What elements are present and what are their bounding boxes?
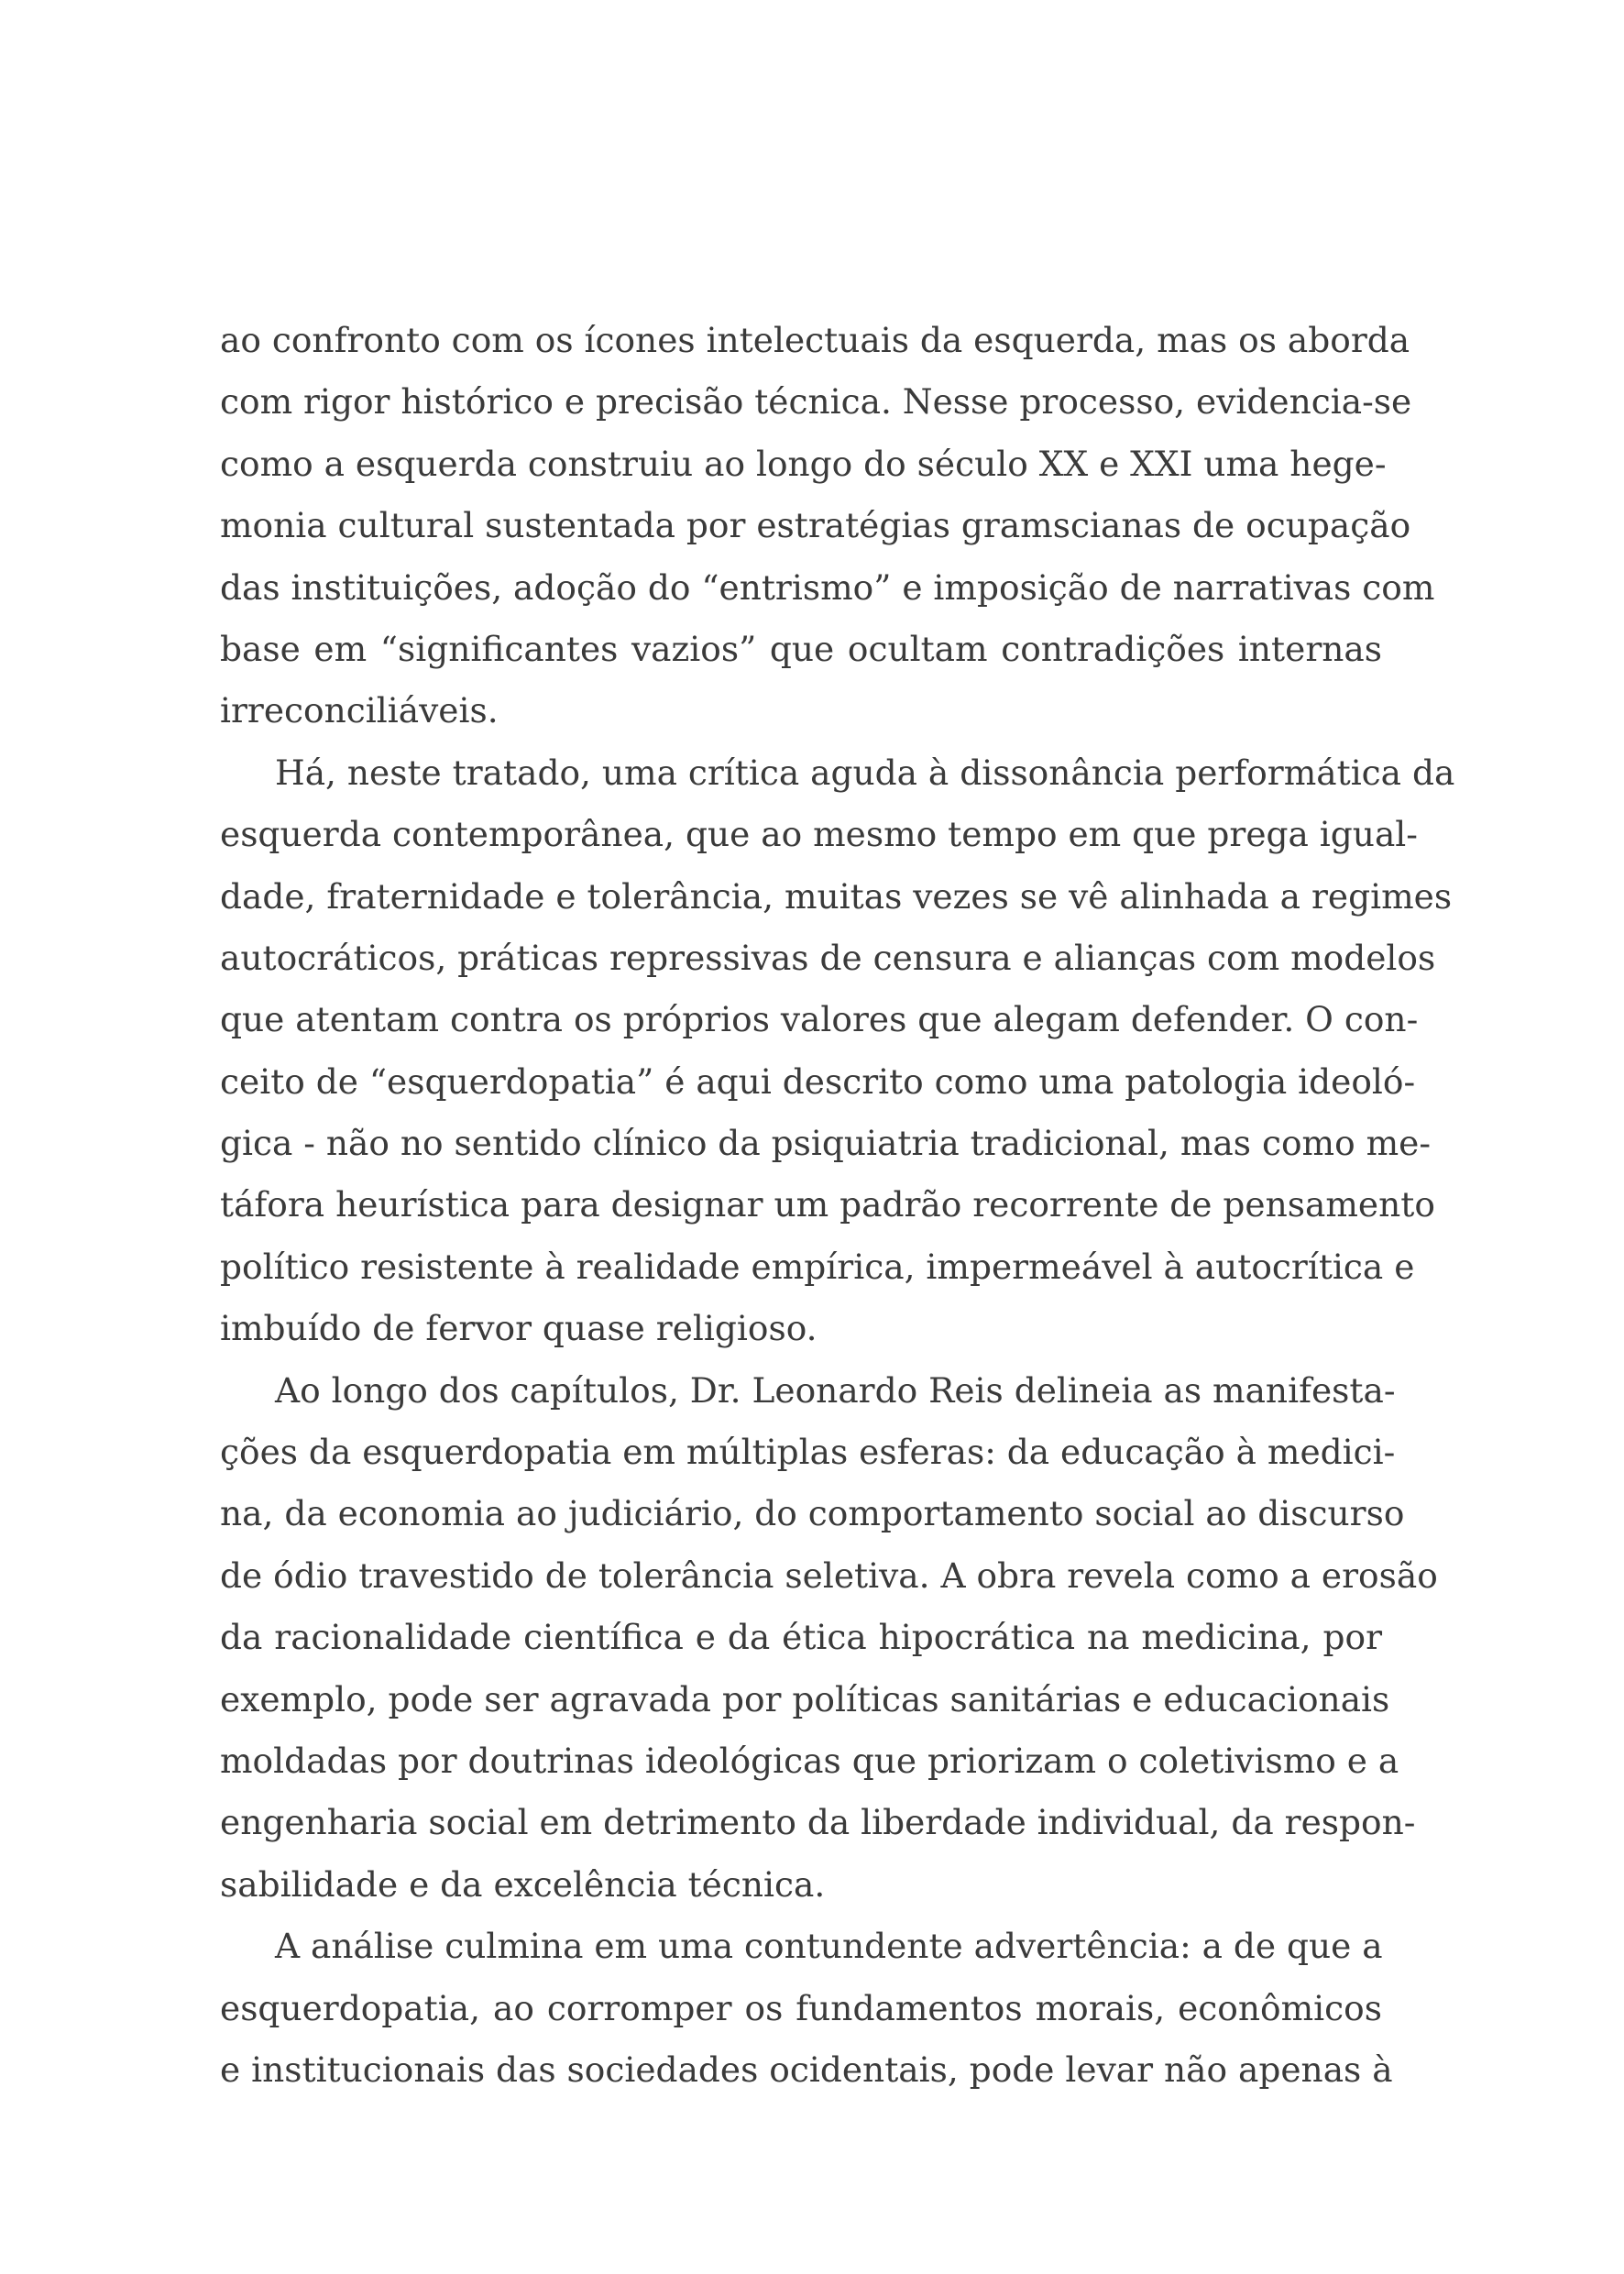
text-line: autocráticos, práticas repressivas de censura e alianças com modelos bbox=[220, 937, 1436, 978]
text-line: esquerdopatia, ao corromper os fundamentos morais, econômicos bbox=[220, 1987, 1382, 2028]
text-line: táfora heurística para designar um padrão recorrente de pensamento bbox=[220, 1184, 1435, 1225]
text-line: ao confronto com os ícones intelectuais da esquerda, mas os aborda bbox=[220, 320, 1410, 360]
text-line: imbuído de fervor quase religioso. bbox=[220, 1308, 817, 1349]
text-line: exemplo, pode ser agravada por políticas sanitárias e educacionais bbox=[220, 1678, 1390, 1719]
text-line: dade, fraternidade e tolerância, muitas vezes se vê alinhada a regimes bbox=[220, 875, 1453, 917]
text-line: Ao longo dos capítulos, Dr. Leonardo Reis delineia as manifesta- bbox=[275, 1369, 1396, 1411]
text-line: com rigor histórico e precisão técnica. Nesse processo, evidencia-se bbox=[220, 381, 1412, 423]
text-line: irreconciliáveis. bbox=[220, 690, 499, 731]
text-line: na, da economia ao judiciário, do comportamento social ao discurso bbox=[220, 1493, 1405, 1534]
text-line: ções da esquerdopatia em múltiplas esferas: da educação à medici- bbox=[220, 1432, 1396, 1473]
text-line: de ódio travestido de tolerância seletiva. A obra revela como a erosão bbox=[220, 1554, 1438, 1596]
text-line: das instituições, adoção do “entrismo” e imposição de narrativas com bbox=[220, 566, 1435, 608]
text-line: sabilidade e da excelência técnica. bbox=[220, 1863, 826, 1905]
text-line: e institucionais das sociedades ocidentais, pode levar não apenas à bbox=[220, 2049, 1393, 2090]
text-line: gica - não no sentido clínico da psiquiatria tradicional, mas como me- bbox=[220, 1123, 1432, 1164]
text-line: base em “significantes vazios” que ocultam contradições internas bbox=[220, 628, 1382, 669]
text-line: esquerda contemporânea, que ao mesmo tempo em que prega igual- bbox=[220, 814, 1418, 855]
text-line: A análise culmina em uma contundente advertência: a de que a bbox=[275, 1926, 1383, 1967]
text-line: que atentam contra os próprios valores que alegam defender. O con- bbox=[220, 999, 1419, 1040]
text-line: moldadas por doutrinas ideológicas que priorizam o coletivismo e a bbox=[220, 1740, 1399, 1781]
text-line: como a esquerda construiu ao longo do século XX e XXI uma hege- bbox=[220, 443, 1387, 484]
body-text bbox=[220, 310, 1455, 2101]
text-line: da racionalidade científica e da ética hipocrática na medicina, por bbox=[220, 1617, 1382, 1658]
text-line: Há, neste tratado, uma crítica aguda à dissonância performática da bbox=[275, 752, 1455, 793]
text-line: engenharia social em detrimento da liberdade individual, da respon- bbox=[220, 1802, 1416, 1843]
text-line: político resistente à realidade empírica, impermeável à autocrítica e bbox=[220, 1246, 1415, 1287]
text-line: ceito de “esquerdopatia” é aqui descrito como uma patologia ideoló- bbox=[220, 1060, 1416, 1102]
text-line: monia cultural sustentada por estratégias gramscianas de ocupação bbox=[220, 505, 1411, 546]
